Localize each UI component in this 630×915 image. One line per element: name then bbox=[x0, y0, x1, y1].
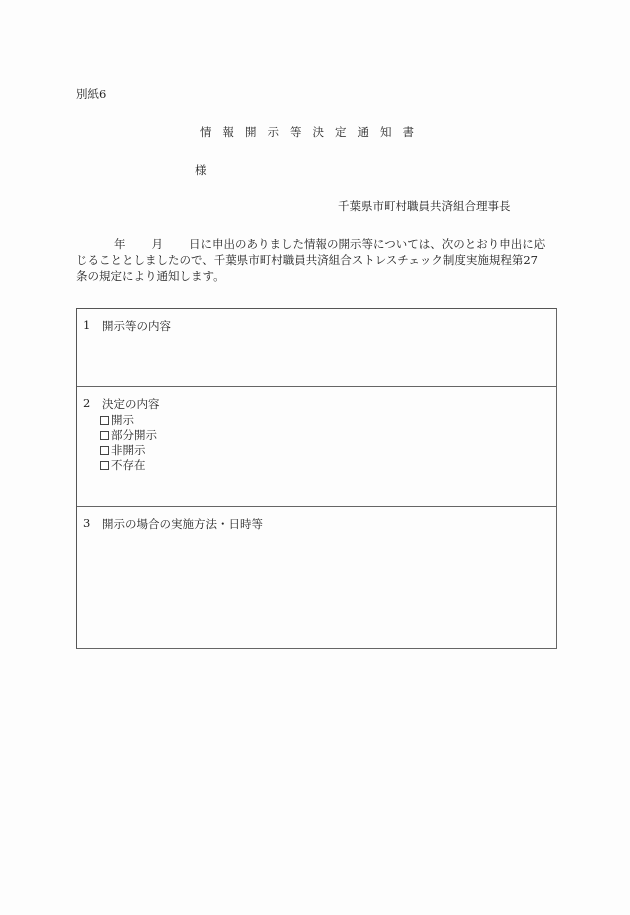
option-label: 部分開示 bbox=[111, 428, 157, 442]
section-title: 開示の場合の実施方法・日時等 bbox=[102, 517, 263, 531]
body-line-3: 条の規定により通知します。 bbox=[76, 269, 225, 283]
section-title: 決定の内容 bbox=[102, 397, 160, 411]
document-title: 情報開示等決定通知書 bbox=[200, 125, 425, 139]
option-non-disclose[interactable] bbox=[83, 443, 550, 458]
section-heading bbox=[83, 318, 550, 334]
checkbox-icon[interactable] bbox=[100, 416, 109, 425]
notice-body bbox=[76, 236, 560, 284]
sender-name: 千葉県市町村職員共済組合理事長 bbox=[338, 199, 511, 213]
section-number: 2 bbox=[83, 396, 91, 410]
option-partial-disclose[interactable] bbox=[83, 428, 550, 443]
checkbox-icon[interactable] bbox=[100, 461, 109, 470]
option-label: 開示 bbox=[111, 413, 134, 427]
body-line-1-text: 日に申出のありました情報の開示等については、次のとおり申出に応 bbox=[189, 237, 546, 251]
decision-table bbox=[76, 308, 557, 649]
recipient-suffix: 様 bbox=[195, 163, 207, 177]
decision-options bbox=[83, 413, 550, 473]
section-heading bbox=[83, 516, 550, 532]
section-title: 開示等の内容 bbox=[102, 319, 171, 333]
section-heading bbox=[83, 396, 550, 412]
body-line-2: じることとしましたので、千葉県市町村職員共済組合ストレスチェック制度実施規程第27 bbox=[76, 253, 538, 267]
option-disclose[interactable] bbox=[83, 413, 550, 428]
section-disclosure-content bbox=[77, 309, 556, 386]
month-label: 月 bbox=[151, 237, 163, 251]
option-not-exist[interactable] bbox=[83, 458, 550, 473]
checkbox-icon[interactable] bbox=[100, 431, 109, 440]
appendix-label: 別紙6 bbox=[76, 87, 107, 101]
year-label: 年 bbox=[114, 237, 126, 251]
section-number: 1 bbox=[83, 318, 91, 332]
option-label: 不存在 bbox=[111, 458, 146, 472]
checkbox-icon[interactable] bbox=[100, 446, 109, 455]
section-decision-content bbox=[77, 386, 556, 506]
body-line-1 bbox=[76, 236, 560, 252]
section-implementation-method bbox=[77, 506, 556, 648]
option-label: 非開示 bbox=[111, 443, 146, 457]
section-number: 3 bbox=[83, 516, 91, 530]
